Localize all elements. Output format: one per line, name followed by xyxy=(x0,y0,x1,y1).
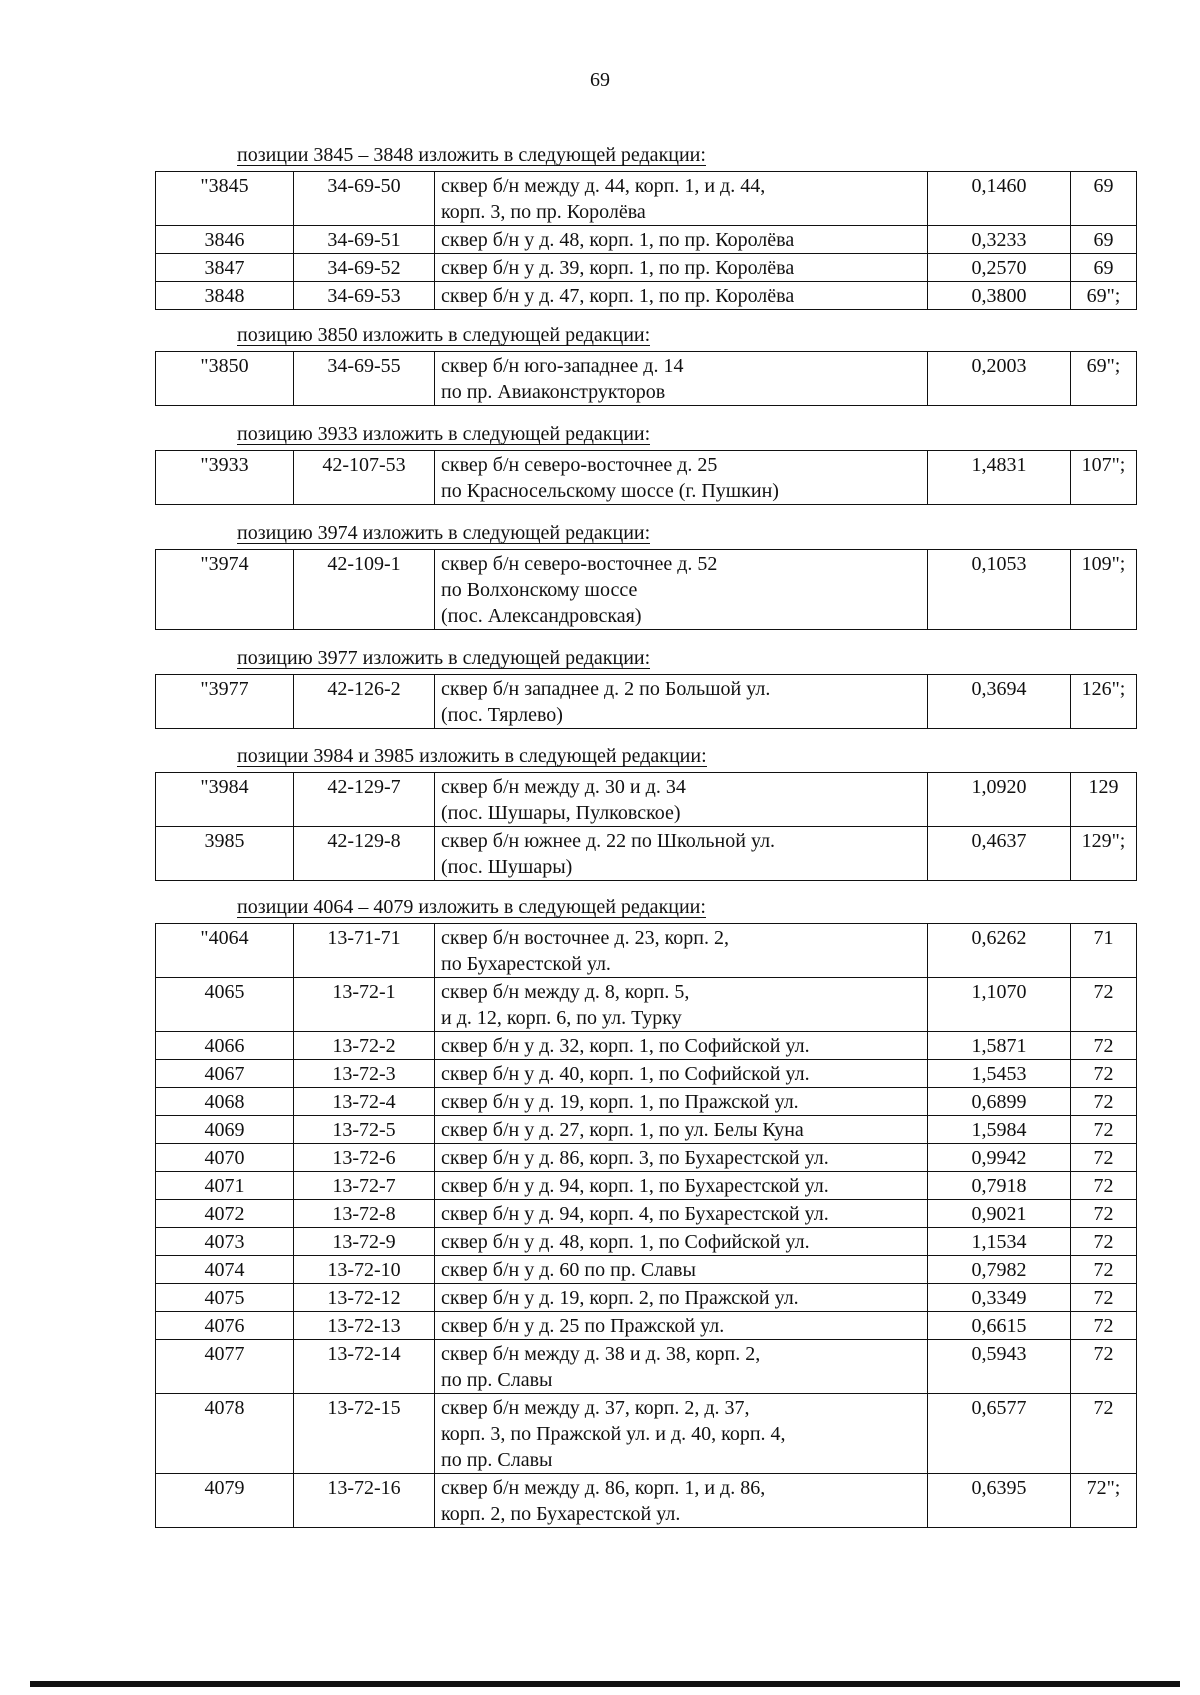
section-heading: позицию 3850 изложить в следующей редакции: xyxy=(237,324,651,346)
object-description: сквер б/н между д. 30 и д. 34 (пос. Шушары, Пулковское) xyxy=(435,773,928,827)
object-description: сквер б/н южнее д. 22 по Школьной ул. (пос. Шушары) xyxy=(435,827,928,881)
object-code: 13-72-14 xyxy=(294,1340,435,1394)
district-reference: 72 xyxy=(1071,1200,1137,1228)
section-heading: позиции 3984 и 3985 изложить в следующей редакции: xyxy=(237,745,707,767)
object-code: 13-72-9 xyxy=(294,1228,435,1256)
district-reference: 129"; xyxy=(1071,827,1137,881)
object-code: 13-72-1 xyxy=(294,978,435,1032)
position-number: 4077 xyxy=(156,1340,294,1394)
area-value: 0,2003 xyxy=(928,352,1071,406)
object-code: 13-72-10 xyxy=(294,1256,435,1284)
area-value: 1,5871 xyxy=(928,1032,1071,1060)
table-row xyxy=(156,1312,1137,1340)
table-row xyxy=(156,1256,1137,1284)
amendment-section xyxy=(155,745,1137,881)
area-value: 0,3233 xyxy=(928,226,1071,254)
table-row xyxy=(156,254,1137,282)
position-number: "3977 xyxy=(156,675,294,729)
object-description: сквер б/н между д. 8, корп. 5, и д. 12, корп. 6, по ул. Турку xyxy=(435,978,928,1032)
object-code: 13-72-13 xyxy=(294,1312,435,1340)
district-reference: 129 xyxy=(1071,773,1137,827)
object-code: 13-72-4 xyxy=(294,1088,435,1116)
table-row xyxy=(156,827,1137,881)
positions-table xyxy=(155,923,1137,1528)
district-reference: 72 xyxy=(1071,978,1137,1032)
district-reference: 72"; xyxy=(1071,1474,1137,1528)
object-code: 34-69-52 xyxy=(294,254,435,282)
table-row xyxy=(156,1340,1137,1394)
area-value: 0,2570 xyxy=(928,254,1071,282)
section-heading: позицию 3974 изложить в следующей редакции: xyxy=(237,522,651,544)
object-description: сквер б/н юго-западнее д. 14 по пр. Авиаконструкторов xyxy=(435,352,928,406)
table-row xyxy=(156,1474,1137,1528)
object-code: 42-107-53 xyxy=(294,451,435,505)
district-reference: 72 xyxy=(1071,1394,1137,1474)
district-reference: 126"; xyxy=(1071,675,1137,729)
area-value: 1,1534 xyxy=(928,1228,1071,1256)
positions-table xyxy=(155,549,1137,630)
object-code: 13-72-2 xyxy=(294,1032,435,1060)
position-number: 4079 xyxy=(156,1474,294,1528)
table-row xyxy=(156,1088,1137,1116)
area-value: 0,1460 xyxy=(928,172,1071,226)
area-value: 0,7982 xyxy=(928,1256,1071,1284)
object-code: 42-129-8 xyxy=(294,827,435,881)
table-row xyxy=(156,451,1137,505)
object-description: сквер б/н у д. 47, корп. 1, по пр. Королёва xyxy=(435,282,928,310)
object-description: сквер б/н у д. 48, корп. 1, по пр. Королёва xyxy=(435,226,928,254)
position-number: "3933 xyxy=(156,451,294,505)
amendment-section xyxy=(155,647,1137,729)
table-row xyxy=(156,1284,1137,1312)
area-value: 0,6262 xyxy=(928,924,1071,978)
district-reference: 72 xyxy=(1071,1340,1137,1394)
object-code: 13-72-15 xyxy=(294,1394,435,1474)
table-row xyxy=(156,1032,1137,1060)
section-heading: позиции 3845 – 3848 изложить в следующей редакции: xyxy=(237,144,706,166)
section-heading: позиции 4064 – 4079 изложить в следующей редакции: xyxy=(237,896,706,918)
area-value: 1,4831 xyxy=(928,451,1071,505)
object-description: сквер б/н между д. 38 и д. 38, корп. 2, по пр. Славы xyxy=(435,1340,928,1394)
district-reference: 69"; xyxy=(1071,352,1137,406)
object-code: 13-71-71 xyxy=(294,924,435,978)
object-code: 42-126-2 xyxy=(294,675,435,729)
position-number: 4065 xyxy=(156,978,294,1032)
table-row xyxy=(156,924,1137,978)
district-reference: 71 xyxy=(1071,924,1137,978)
area-value: 0,1053 xyxy=(928,550,1071,630)
district-reference: 72 xyxy=(1071,1256,1137,1284)
amendment-section xyxy=(155,144,1137,310)
object-code: 13-72-5 xyxy=(294,1116,435,1144)
positions-table xyxy=(155,674,1137,729)
area-value: 1,0920 xyxy=(928,773,1071,827)
section-heading: позицию 3977 изложить в следующей редакции: xyxy=(237,647,651,669)
object-code: 13-72-6 xyxy=(294,1144,435,1172)
object-description: сквер б/н у д. 27, корп. 1, по ул. Белы Куна xyxy=(435,1116,928,1144)
positions-table xyxy=(155,171,1137,310)
position-number: 4074 xyxy=(156,1256,294,1284)
position-number: 4072 xyxy=(156,1200,294,1228)
position-number: "3984 xyxy=(156,773,294,827)
position-number: 3985 xyxy=(156,827,294,881)
table-row xyxy=(156,1116,1137,1144)
object-description: сквер б/н у д. 48, корп. 1, по Софийской ул. xyxy=(435,1228,928,1256)
district-reference: 72 xyxy=(1071,1284,1137,1312)
object-description: сквер б/н у д. 40, корп. 1, по Софийской ул. xyxy=(435,1060,928,1088)
section-heading: позицию 3933 изложить в следующей редакции: xyxy=(237,423,651,445)
table-row xyxy=(156,352,1137,406)
table-row xyxy=(156,773,1137,827)
object-description: сквер б/н у д. 19, корп. 2, по Пражской ул. xyxy=(435,1284,928,1312)
position-number: 4066 xyxy=(156,1032,294,1060)
object-description: сквер б/н между д. 86, корп. 1, и д. 86, корп. 2, по Бухарестской ул. xyxy=(435,1474,928,1528)
position-number: 4076 xyxy=(156,1312,294,1340)
object-code: 34-69-50 xyxy=(294,172,435,226)
position-number: 3846 xyxy=(156,226,294,254)
area-value: 0,6615 xyxy=(928,1312,1071,1340)
position-number: 4073 xyxy=(156,1228,294,1256)
object-code: 34-69-53 xyxy=(294,282,435,310)
object-code: 42-129-7 xyxy=(294,773,435,827)
position-number: 4067 xyxy=(156,1060,294,1088)
area-value: 0,6899 xyxy=(928,1088,1071,1116)
object-description: сквер б/н у д. 32, корп. 1, по Софийской ул. xyxy=(435,1032,928,1060)
area-value: 0,4637 xyxy=(928,827,1071,881)
district-reference: 72 xyxy=(1071,1032,1137,1060)
table-row xyxy=(156,550,1137,630)
district-reference: 69"; xyxy=(1071,282,1137,310)
area-value: 1,5984 xyxy=(928,1116,1071,1144)
scan-bottom-edge xyxy=(30,1681,1180,1687)
object-code: 13-72-8 xyxy=(294,1200,435,1228)
position-number: 4069 xyxy=(156,1116,294,1144)
object-description: сквер б/н восточнее д. 23, корп. 2, по Бухарестской ул. xyxy=(435,924,928,978)
position-number: 3848 xyxy=(156,282,294,310)
area-value: 0,9942 xyxy=(928,1144,1071,1172)
area-value: 0,6577 xyxy=(928,1394,1071,1474)
object-description: сквер б/н у д. 60 по пр. Славы xyxy=(435,1256,928,1284)
object-description: сквер б/н у д. 19, корп. 1, по Пражской ул. xyxy=(435,1088,928,1116)
position-number: "4064 xyxy=(156,924,294,978)
district-reference: 69 xyxy=(1071,254,1137,282)
object-code: 13-72-16 xyxy=(294,1474,435,1528)
district-reference: 69 xyxy=(1071,226,1137,254)
position-number: 3847 xyxy=(156,254,294,282)
object-description: сквер б/н у д. 39, корп. 1, по пр. Королёва xyxy=(435,254,928,282)
district-reference: 69 xyxy=(1071,172,1137,226)
object-description: сквер б/н западнее д. 2 по Большой ул. (пос. Тярлево) xyxy=(435,675,928,729)
table-row xyxy=(156,1144,1137,1172)
table-row xyxy=(156,172,1137,226)
position-number: "3850 xyxy=(156,352,294,406)
table-row xyxy=(156,1394,1137,1474)
district-reference: 109"; xyxy=(1071,550,1137,630)
object-description: сквер б/н у д. 86, корп. 3, по Бухарестской ул. xyxy=(435,1144,928,1172)
table-row xyxy=(156,1172,1137,1200)
positions-table xyxy=(155,450,1137,505)
area-value: 1,1070 xyxy=(928,978,1071,1032)
district-reference: 72 xyxy=(1071,1060,1137,1088)
area-value: 0,6395 xyxy=(928,1474,1071,1528)
position-number: 4070 xyxy=(156,1144,294,1172)
table-row xyxy=(156,978,1137,1032)
table-row xyxy=(156,282,1137,310)
table-row xyxy=(156,226,1137,254)
object-description: сквер б/н между д. 44, корп. 1, и д. 44, корп. 3, по пр. Королёва xyxy=(435,172,928,226)
district-reference: 72 xyxy=(1071,1088,1137,1116)
position-number: 4068 xyxy=(156,1088,294,1116)
object-code: 13-72-12 xyxy=(294,1284,435,1312)
amendment-section xyxy=(155,324,1137,406)
object-code: 42-109-1 xyxy=(294,550,435,630)
district-reference: 72 xyxy=(1071,1144,1137,1172)
object-description: сквер б/н северо-восточнее д. 52 по Волхонскому шоссе (пос. Александровская) xyxy=(435,550,928,630)
district-reference: 72 xyxy=(1071,1312,1137,1340)
positions-table xyxy=(155,772,1137,881)
object-description: сквер б/н у д. 25 по Пражской ул. xyxy=(435,1312,928,1340)
table-row xyxy=(156,1200,1137,1228)
position-number: 4071 xyxy=(156,1172,294,1200)
area-value: 0,7918 xyxy=(928,1172,1071,1200)
area-value: 0,3349 xyxy=(928,1284,1071,1312)
district-reference: 72 xyxy=(1071,1228,1137,1256)
table-row xyxy=(156,675,1137,729)
area-value: 1,5453 xyxy=(928,1060,1071,1088)
object-code: 34-69-55 xyxy=(294,352,435,406)
positions-table xyxy=(155,351,1137,406)
object-description: сквер б/н между д. 37, корп. 2, д. 37, корп. 3, по Пражской ул. и д. 40, корп. 4, по пр. Славы xyxy=(435,1394,928,1474)
object-description: сквер б/н северо-восточнее д. 25 по Красносельскому шоссе (г. Пушкин) xyxy=(435,451,928,505)
object-code: 13-72-3 xyxy=(294,1060,435,1088)
amendment-section xyxy=(155,896,1137,1528)
table-row xyxy=(156,1228,1137,1256)
district-reference: 72 xyxy=(1071,1172,1137,1200)
object-code: 13-72-7 xyxy=(294,1172,435,1200)
area-value: 0,3800 xyxy=(928,282,1071,310)
area-value: 0,9021 xyxy=(928,1200,1071,1228)
position-number: 4075 xyxy=(156,1284,294,1312)
amendment-section xyxy=(155,423,1137,505)
area-value: 0,5943 xyxy=(928,1340,1071,1394)
position-number: "3974 xyxy=(156,550,294,630)
object-description: сквер б/н у д. 94, корп. 1, по Бухарестской ул. xyxy=(435,1172,928,1200)
amendment-section xyxy=(155,522,1137,630)
table-row xyxy=(156,1060,1137,1088)
district-reference: 107"; xyxy=(1071,451,1137,505)
area-value: 0,3694 xyxy=(928,675,1071,729)
object-code: 34-69-51 xyxy=(294,226,435,254)
position-number: "3845 xyxy=(156,172,294,226)
object-description: сквер б/н у д. 94, корп. 4, по Бухарестской ул. xyxy=(435,1200,928,1228)
position-number: 4078 xyxy=(156,1394,294,1474)
page-number: 69 xyxy=(590,69,610,91)
district-reference: 72 xyxy=(1071,1116,1137,1144)
